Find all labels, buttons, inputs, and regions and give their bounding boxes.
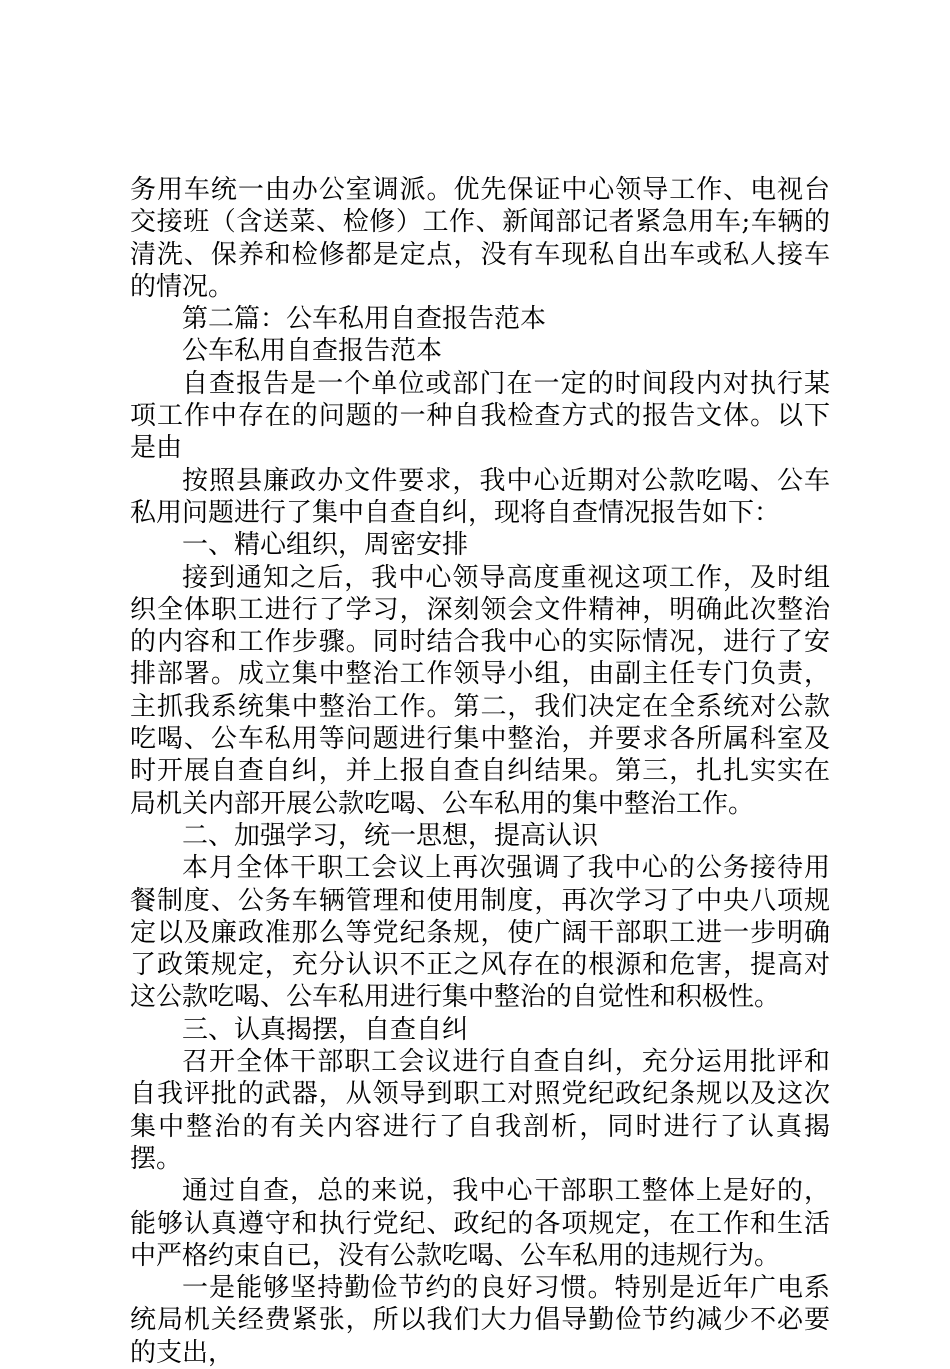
- paragraph-self-inspection: 召开全体干部职工会议进行自查自纠，充分运用批评和自我评批的武器，从领导到职工对照党纪政纪条规以及这次集中整治的有关内容进行了自我剖析，同时进行了认真揭摆。: [130, 1047, 830, 1174]
- report-title: 公车私用自查报告范本: [182, 336, 443, 367]
- section-heading-3: 三、认真揭摆，自查自纠: [182, 1014, 469, 1045]
- paragraph-report-intro: 按照县廉政办文件要求，我中心近期对公款吃喝、公车私用问题进行了集中自查自纠，现将自查情况报告如下：: [130, 465, 830, 528]
- section-heading-1: 一、精心组织，周密安排: [182, 530, 469, 561]
- paragraph-study: 本月全体干职工会议上再次强调了我中心的公务接待用餐制度、公务车辆管理和使用制度，再次学习了中央八项规定以及廉政准那么等党纪条规，使广阔干部职工进一步明确了政策规定，充分认识不正之风存在的根源和危害，提高对这公款吃喝、公车私用进行集中整治的自觉性和积极性。: [130, 853, 830, 1013]
- paragraph-summary: 通过自查，总的来说，我中心干部职工整体上是好的，能够认真遵守和执行党纪、政纪的各项规定，在工作和生活中严格约束自已，没有公款吃喝、公车私用的违规行为。: [130, 1176, 830, 1271]
- paragraph-organization: 接到通知之后，我中心领导高度重视这项工作，及时组织全体职工进行了学习，深刻领会文件精神，明确此次整治的内容和工作步骤。同时结合我中心的实际情况，进行了安排部署。成立集中整治工作领导小组，由副主任专门负责，主抓我系统集中整治工作。第二，我们决定在全系统对公款吃喝、公车私用等问题进行集中整治，并要求各所属科室及时开展自查自纠，并上报自查自纠结果。第三，扎扎实实在局机关内部开展公款吃喝、公车私用的集中整治工作。: [130, 562, 830, 819]
- document-body: [130, 174, 830, 1369]
- paragraph-vehicle-dispatch: 务用车统一由办公室调派。优先保证中心领导工作、电视台交接班（含送菜、检修）工作、新闻部记者紧急用车;车辆的清洗、保养和检修都是定点，没有车现私自出车或私人接车的情况。: [130, 175, 830, 302]
- paragraph-frugality: 一是能够坚持勤俭节约的良好习惯。特别是近年广电系统局机关经费紧张，所以我们大力倡导勤俭节约减少不必要的支出，: [130, 1273, 830, 1368]
- section-title-part-two: 第二篇：公车私用自查报告范本: [182, 304, 547, 335]
- section-heading-2: 二、加强学习，统一思想，提高认识: [182, 820, 599, 851]
- paragraph-report-definition: 自查报告是一个单位或部门在一定的时间段内对执行某项工作中存在的问题的一种自我检查方式的报告文体。以下是由: [130, 368, 830, 464]
